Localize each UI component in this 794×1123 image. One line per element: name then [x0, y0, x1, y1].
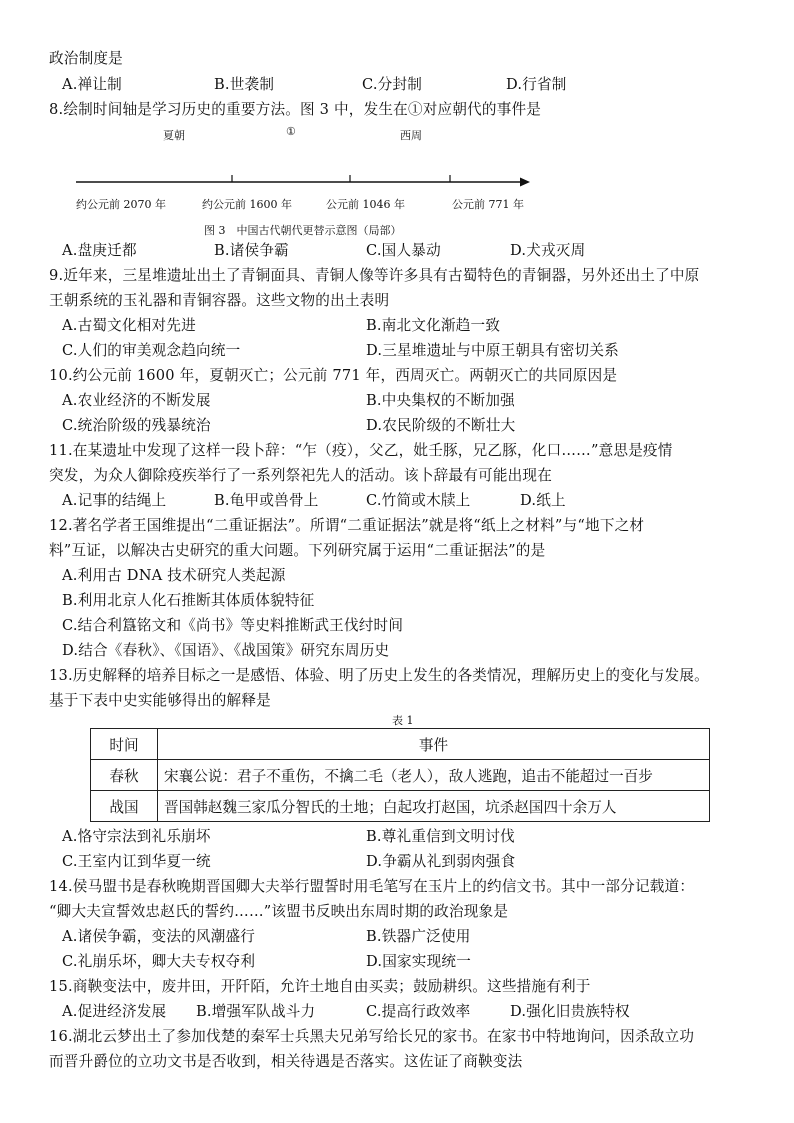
q9-stem-line1: 9.近年来，三星堆遗址出土了青铜面具、青铜人像等许多具有古蜀特色的青铜器，另外还出土了中原 — [49, 267, 700, 284]
q14-stem-line1: 14.侯马盟书是春秋晚期晋国卿大夫举行盟誓时用毛笔写在玉片上的约信文书。其中一部分记载道： — [49, 878, 695, 895]
q15-option-a: A.促进经济发展 — [62, 1003, 167, 1020]
q15-option-c: C.提高行政效率 — [366, 1003, 471, 1020]
figure-3-caption: 图 3 中国古代朝代更替示意图（局部） — [204, 224, 402, 237]
q9-option-a: A.古蜀文化相对先进 — [62, 317, 196, 334]
q14-option-c: C.礼崩乐坏，卿大夫专权夺利 — [62, 953, 256, 970]
timeline-label-xia: 夏朝 — [163, 129, 185, 142]
q12-stem-line1: 12.著名学者王国维提出“二重证据法”。所谓“二重证据法”就是将“纸上之材料”与“地下之材 — [49, 517, 645, 534]
table-cell-period: 战国 — [91, 791, 158, 822]
table-row — [91, 760, 710, 791]
table-cell-event: 晋国韩赵魏三家瓜分智氏的土地；白起攻打赵国，坑杀赵国四十余万人 — [158, 791, 710, 822]
q11-stem-line2: 突发，为众人御除疫疾举行了一系列祭祀先人的活动。该卜辞最有可能出现在 — [49, 467, 552, 484]
q9-option-b: B.南北文化渐趋一致 — [366, 317, 501, 334]
q10-option-b: B.中央集权的不断加强 — [366, 392, 515, 409]
q10-stem: 10.约公元前 1600 年，夏朝灭亡；公元前 771 年，西周灭亡。两朝灭亡的共同原因是 — [49, 367, 618, 384]
q13-table — [90, 728, 710, 822]
q14-option-d: D.国家实现统一 — [366, 953, 471, 970]
q13-stem-line2: 基于下表中史实能够得出的解释是 — [49, 692, 271, 709]
table-header-row — [91, 729, 710, 760]
q15-option-b: B.增强军队战斗力 — [196, 1003, 316, 1020]
q16-stem-line2: 而晋升爵位的立功文书是否收到，相关待遇是否落实。这佐证了商鞅变法 — [49, 1053, 523, 1070]
q16-stem-line1: 16.湖北云梦出土了参加伐楚的秦军士兵黑夫兄弟写给长兄的家书。在家书中特地询问，因杀敌立功 — [49, 1028, 695, 1045]
timeline-date-771: 公元前 771 年 — [452, 198, 524, 211]
q13-option-d: D.争霸从礼到弱肉强食 — [366, 853, 516, 870]
q10-option-a: A.农业经济的不断发展 — [62, 392, 211, 409]
q11-option-b: B.龟甲或兽骨上 — [214, 492, 319, 509]
timeline-arrowhead — [520, 178, 530, 187]
q15-option-d: D.强化旧贵族特权 — [510, 1003, 630, 1020]
q11-option-c: C.竹简或木牍上 — [366, 492, 471, 509]
q13-option-a: A.恪守宗法到礼乐崩坏 — [62, 828, 211, 845]
table-header-time: 时间 — [91, 729, 158, 760]
timeline-label-xizhou: 西周 — [400, 129, 422, 142]
q9-stem-line2: 王朝系统的玉礼器和青铜容器。这些文物的出土表明 — [49, 292, 390, 309]
q15-stem: 15.商鞅变法中，废井田，开阡陌，允许土地自由买卖；鼓励耕织。这些措施有利于 — [49, 978, 591, 995]
q11-option-d: D.纸上 — [520, 492, 566, 509]
q14-option-a: A.诸侯争霸，变法的风潮盛行 — [62, 928, 256, 945]
q12-option-d: D.结合《春秋》、《国语》、《战国策》研究东周历史 — [62, 642, 390, 659]
q9-option-c: C.人们的审美观念趋向统一 — [62, 342, 241, 359]
timeline-date-2070: 约公元前 2070 年 — [76, 198, 166, 211]
q7-stem-tail: 政治制度是 — [49, 50, 123, 67]
timeline-label-circle-1: ① — [286, 125, 296, 138]
q13-option-c: C.王室内讧到华夏一统 — [62, 853, 211, 870]
q7-option-d: D.行省制 — [506, 76, 567, 93]
q8-stem: 8.绘制时间轴是学习历史的重要方法。图 3 中，发生在①对应朝代的事件是 — [49, 101, 542, 118]
table-cell-event: 宋襄公说：君子不重伤，不擒二毛（老人），敌人逃跑，追击不能超过一百步 — [158, 760, 710, 791]
q13-option-b: B.尊礼重信到文明讨伐 — [366, 828, 515, 845]
q13-stem-line1: 13.历史解释的培养目标之一是感悟、体验、明了历史上发生的各类情况，理解历史上的变化与发展。 — [49, 667, 709, 684]
q12-option-a: A.利用古 DNA 技术研究人类起源 — [62, 567, 286, 584]
q7-option-a: A.禅让制 — [62, 76, 122, 93]
q11-stem-line1: 11.在某遗址中发现了这样一段卜辞：“乍（疫），父乙，妣壬豚，兄乙豚，化口……”意思是疫情 — [49, 442, 673, 459]
timeline-date-1600: 约公元前 1600 年 — [202, 198, 292, 211]
q12-stem-line2: 料”互证，以解决古史研究的重大问题。下列研究属于运用“二重证据法”的是 — [49, 542, 546, 559]
table-cell-period: 春秋 — [91, 760, 158, 791]
table-1-caption: 表 1 — [392, 714, 414, 727]
q9-option-d: D.三星堆遗址与中原王朝具有密切关系 — [366, 342, 619, 359]
q10-option-d: D.农民阶级的不断壮大 — [366, 417, 516, 434]
q8-option-c: C.国人暴动 — [366, 242, 441, 259]
table-row — [91, 791, 710, 822]
q14-option-b: B.铁器广泛使用 — [366, 928, 471, 945]
table-header-event: 事件 — [158, 729, 710, 760]
q7-option-c: C.分封制 — [362, 76, 423, 93]
timeline-date-1046: 公元前 1046 年 — [326, 198, 405, 211]
q12-option-b: B.利用北京人化石推断其体质体貌特征 — [62, 592, 315, 609]
q7-option-b: B.世袭制 — [214, 76, 275, 93]
q12-option-c: C.结合利簋铭文和《尚书》等史料推断武王伐纣时间 — [62, 617, 404, 634]
q8-option-d: D.犬戎灭周 — [510, 242, 586, 259]
q11-option-a: A.记事的结绳上 — [62, 492, 167, 509]
q10-option-c: C.统治阶级的残暴统治 — [62, 417, 211, 434]
q8-option-a: A.盘庚迁都 — [62, 242, 137, 259]
q8-option-b: B.诸侯争霸 — [214, 242, 289, 259]
q14-stem-line2: “卿大夫宣誓效忠赵氏的誓约……”该盟书反映出东周时期的政治现象是 — [49, 903, 509, 920]
